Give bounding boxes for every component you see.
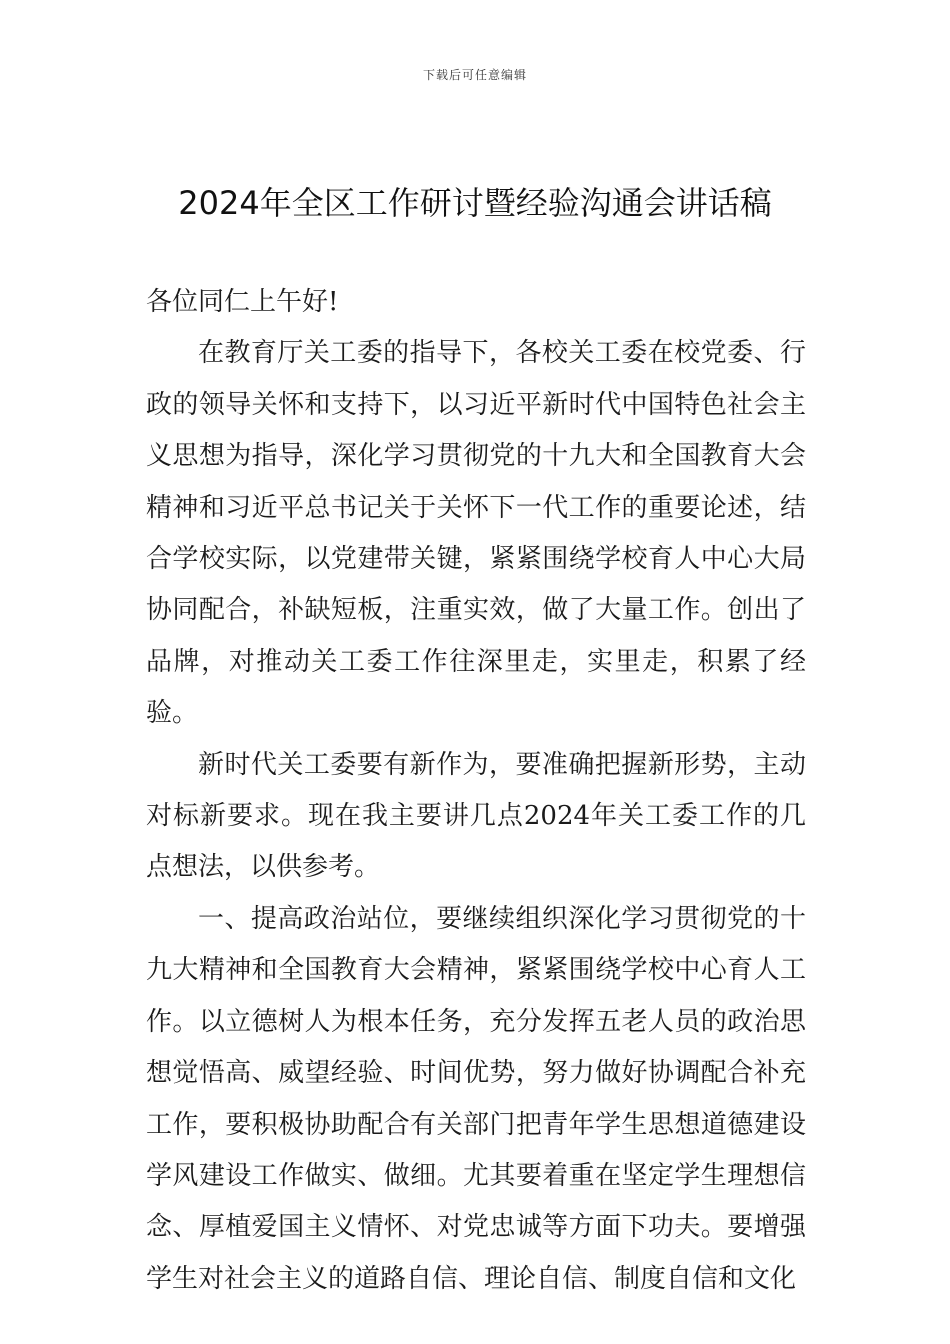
paragraph-3: 一、提高政治站位，要继续组织深化学习贯彻党的十九大精神和全国教育大会精神，紧紧围绕学校中心育人工作。以立德树人为根本任务，充分发挥五老人员的政治思想觉悟高、威望经验、时间优势，努力做好协调配合补充工作，要积极协助配合有关部门把青年学生思想道德建设学风建设工作做实、做细。尤其要着重在坚定学生理想信念、厚植爱国主义情怀、对党忠诚等方面下功夫。要增强学生对社会主义的道路自信、理论自信、制度自信和文化 [146,903,806,1294]
document-body [146,277,806,1305]
page-header-note: 下载后可任意编辑 [422,68,527,82]
greeting-line: 各位同仁上午好! [146,287,339,317]
paragraph-2: 新时代关工委要有新作为，要准确把握新形势，主动对标新要求。现在我主要讲几点2024年关工委工作的几点想法，以供参考。 [146,749,806,883]
paragraph-1: 在教育厅关工委的指导下，各校关工委在校党委、行政的领导关怀和支持下，以习近平新时代中国特色社会主义思想为指导，深化学习贯彻党的十九大和全国教育大会精神和习近平总书记关于关怀下一代工作的重要论述，结合学校实际，以党建带关键，紧紧围绕学校育人中心大局协同配合，补缺短板，注重实效，做了大量工作。创出了品牌，对推动关工委工作往深里走，实里走，积累了经验。 [146,338,806,729]
document-title: 2024年全区工作研讨暨经验沟通会讲话稿 [178,184,772,222]
